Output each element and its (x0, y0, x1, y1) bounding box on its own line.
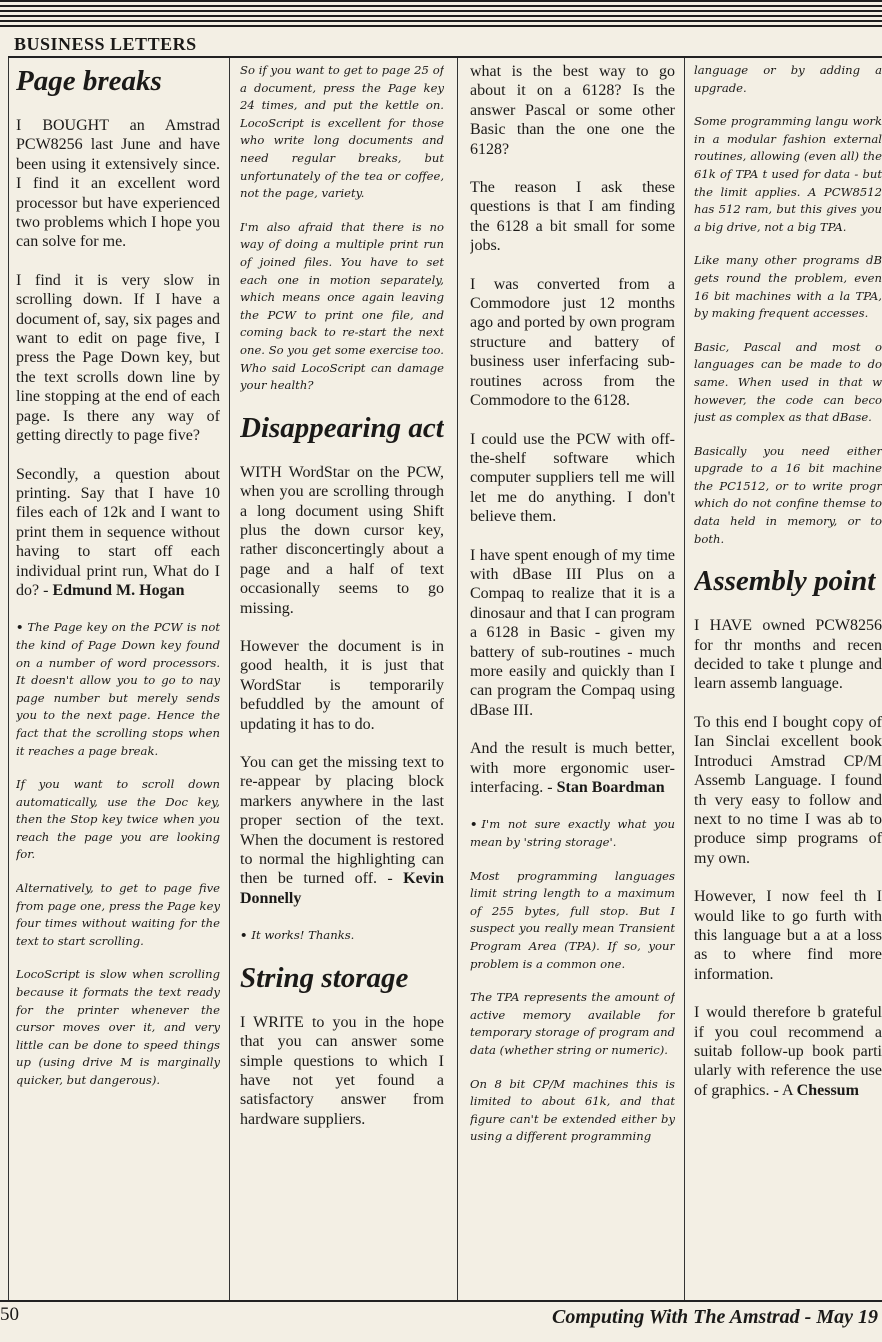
letter-paragraph: The reason I ask these questions is that I am finding the 6128 a bit small for some jobs. (470, 179, 675, 255)
reply-paragraph: If you want to scroll down automatically, use the Doc key, then the Stop key twice when you reach the page you are looking for. (16, 777, 220, 862)
letter-text: You can get the missing text to re-appear by placing block markers anywhere in the last proper section of the text. When the document is restored to normal the highlighting can then be turned off. - (240, 753, 444, 888)
letter-text: And the result is much better, with more ergonomic user-interfacing. - (470, 740, 675, 796)
letter-paragraph: To this end I bought copy of Ian Sinclai excellent book Introduci Amstrad CP/M Assemb Language. I found th very easy to follow and next to no time I was ab to produce simp programs of my own. (694, 713, 882, 867)
heading-string-storage: String storage (240, 961, 409, 994)
letter-paragraph: However, I now feel th I would like to go furth with this language but a at a loss as to where find more information. (694, 888, 882, 983)
letter-paragraph: However the document is in good health, it is just that WordStar is temporarily befuddled by the amount of updating it has to do. (240, 637, 444, 733)
column-1 (16, 62, 220, 1298)
column-2 (240, 62, 444, 1298)
letter-paragraph (694, 1003, 882, 1100)
reply-text: I'm not sure exactly what you mean by 'string storage'. (470, 817, 675, 849)
reply-paragraph: Basic, Pascal and most o languages can be made to do same. When used in that w however, the code can beco just as complex as that dBase. (694, 339, 882, 425)
letter-signature: Kevin Donnelly (240, 870, 444, 907)
reply-paragraph: The TPA represents the amount of active memory available for temporary storage of program and data (whether string or numeric). (470, 990, 675, 1057)
masthead-stripes (0, 0, 882, 32)
reply-text: It works! Thanks. (251, 928, 355, 943)
letter-signature: Edmund M. Hogan (52, 581, 185, 599)
magazine-title: Computing With The Amstrad - May 19 (552, 1306, 878, 1328)
letter-paragraph: I could use the PCW with off-the-shelf software which computer suppliers tell me will let me do anything. I don't believe them. (470, 430, 675, 526)
reply-text: The Page key on the PCW is not the kind of Page Down key found on a number of word processors. It doesn't allow you to go to nay page number but merely sends you to the next page. Hence the fact that the scrolling stops when it reaches a page break. (16, 620, 220, 758)
reply-paragraph: Basically you need either upgrade to a 16 bit machine the PC1512, or to write progr which do not confine themse to data held in memory, or to both. (694, 443, 882, 546)
reply-paragraph: language or by adding a upgrade. (694, 63, 882, 95)
footer-rule (0, 1300, 882, 1302)
letter-paragraph: what is the best way to go about it on a 6128? Is the answer Pascal or some other Basic than the one one the 6128? (470, 63, 675, 158)
reply-paragraph: Most programming languages limit string length to a maximum of 255 bytes, full stop. But I suspect you really mean Transient Program Area (TPA). If so, your problem is a common one. (470, 868, 675, 971)
letter-text: Secondly, a question about printing. Say that I have 10 files each of 12k and I want to print them in sequence without having to start off each individual print run, What do I do? - (16, 465, 220, 599)
heading-page-breaks: Page breaks (16, 65, 162, 97)
letter-paragraph (240, 753, 444, 908)
column-rule-2 (457, 58, 458, 1300)
letter-signature: Chessum (796, 1081, 859, 1099)
reply-bullet: • (470, 817, 478, 832)
letter-paragraph: WITH WordStar on the PCW, when you are scrolling through a long document using Shift plus the down cursor key, rather disconcertingly about a page and a half of text occasionally seems to go missing. (240, 463, 444, 617)
letter-signature: Stan Boardman (556, 779, 665, 796)
reply-paragraph: LocoScript is slow when scrolling because it formats the text ready for the printer whenever the cursor moves over it, and very little can be done to speed things up (using drive M is marginally quicker, but dangerous). (16, 967, 220, 1087)
reply-paragraph: I'm also afraid that there is no way of doing a multiple print run of joined files. You have to set each one in motion separately, which means once again leaving the PCW to print one file, and coming back to re-start the next one. So you get some exercise too. Who said LocoScript can damage your health? (240, 219, 444, 393)
letter-text: I would therefore b grateful if you coul recommend a suitab follow-up book parti ularly with reference the use of graphics. - A (694, 1004, 882, 1099)
reply-paragraph (16, 619, 220, 760)
heading-disappearing-act: Disappearing act (240, 411, 444, 444)
column-rule-left (8, 58, 9, 1300)
reply-paragraph: So if you want to get to page 25 of a document, press the Page key 24 times, and put the kettle on. LocoScript is excellent for those who write long documents and need regular breaks, but unfortunately of the tea or coffee, not the page, variety. (240, 63, 444, 201)
header-rule (8, 56, 882, 58)
reply-bullet: • (240, 928, 248, 943)
reply-paragraph: Like many other programs dB gets round the problem, even 16 bit machines with a la TPA, by making frequent accesses. (694, 253, 882, 321)
section-label: BUSINESS LETTERS (14, 34, 197, 54)
letter-paragraph: I WRITE to you in the hope that you can answer some simple questions to which I have not yet found a satisfactory answer from hardware suppliers. (240, 1013, 444, 1128)
reply-paragraph: On 8 bit CP/M machines this is limited to about 61k, and that figure can't be extended either by using a different programming (470, 1076, 675, 1144)
column-3 (470, 62, 675, 1298)
reply-paragraph: Some programming langu work in a modular fashion external routines, allowing (even all) the 61k of TPA t used for data - but the limit applies. A PCW8512 has 512 ram, but this gives you a big drive, not a big TPA. (694, 114, 882, 234)
letter-paragraph (16, 465, 220, 601)
letter-paragraph: I find it is very slow in scrolling down. If I have a document of, say, six pages and want to edit on page five, I press the Page Down key, but the text scrolls down line by line stopping at the end of each page. Is there any way of getting directly to page five? (16, 271, 220, 445)
reply-paragraph (240, 927, 444, 945)
letter-paragraph (470, 739, 675, 797)
heading-assembly-point: Assembly point (694, 565, 876, 598)
letter-paragraph: I HAVE owned PCW8256 for thr months and recen decided to take t plunge and learn assemb language. (694, 617, 882, 693)
reply-paragraph: Alternatively, to get to page five from page one, press the Page key four times without waiting for the text to start scrolling. (16, 881, 220, 948)
letter-paragraph: I BOUGHT an Amstrad PCW8256 last June and have been using it extensively since. I find it an excellent word processor but have experienced two problems which I hope you can solve for me. (16, 117, 220, 251)
reply-paragraph (470, 816, 675, 851)
column-rule-3 (684, 58, 685, 1300)
column-4 (694, 62, 882, 1298)
letter-paragraph: I was converted from a Commodore just 12 months ago and ported by own program structure and battery of business user inferfacing sub-routines across from the Commodore to the 6128. (470, 275, 675, 410)
page-number: 50 (0, 1304, 19, 1325)
reply-bullet: • (16, 620, 24, 635)
column-rule-1 (229, 58, 230, 1300)
letter-paragraph: I have spent enough of my time with dBase III Plus on a Compaq to realize that it is a dinosaur and that I can program a 6128 in Basic - given my battery of sub-routines - much more easily and quickly than I can program the Compaq using dBase III. (470, 546, 675, 719)
